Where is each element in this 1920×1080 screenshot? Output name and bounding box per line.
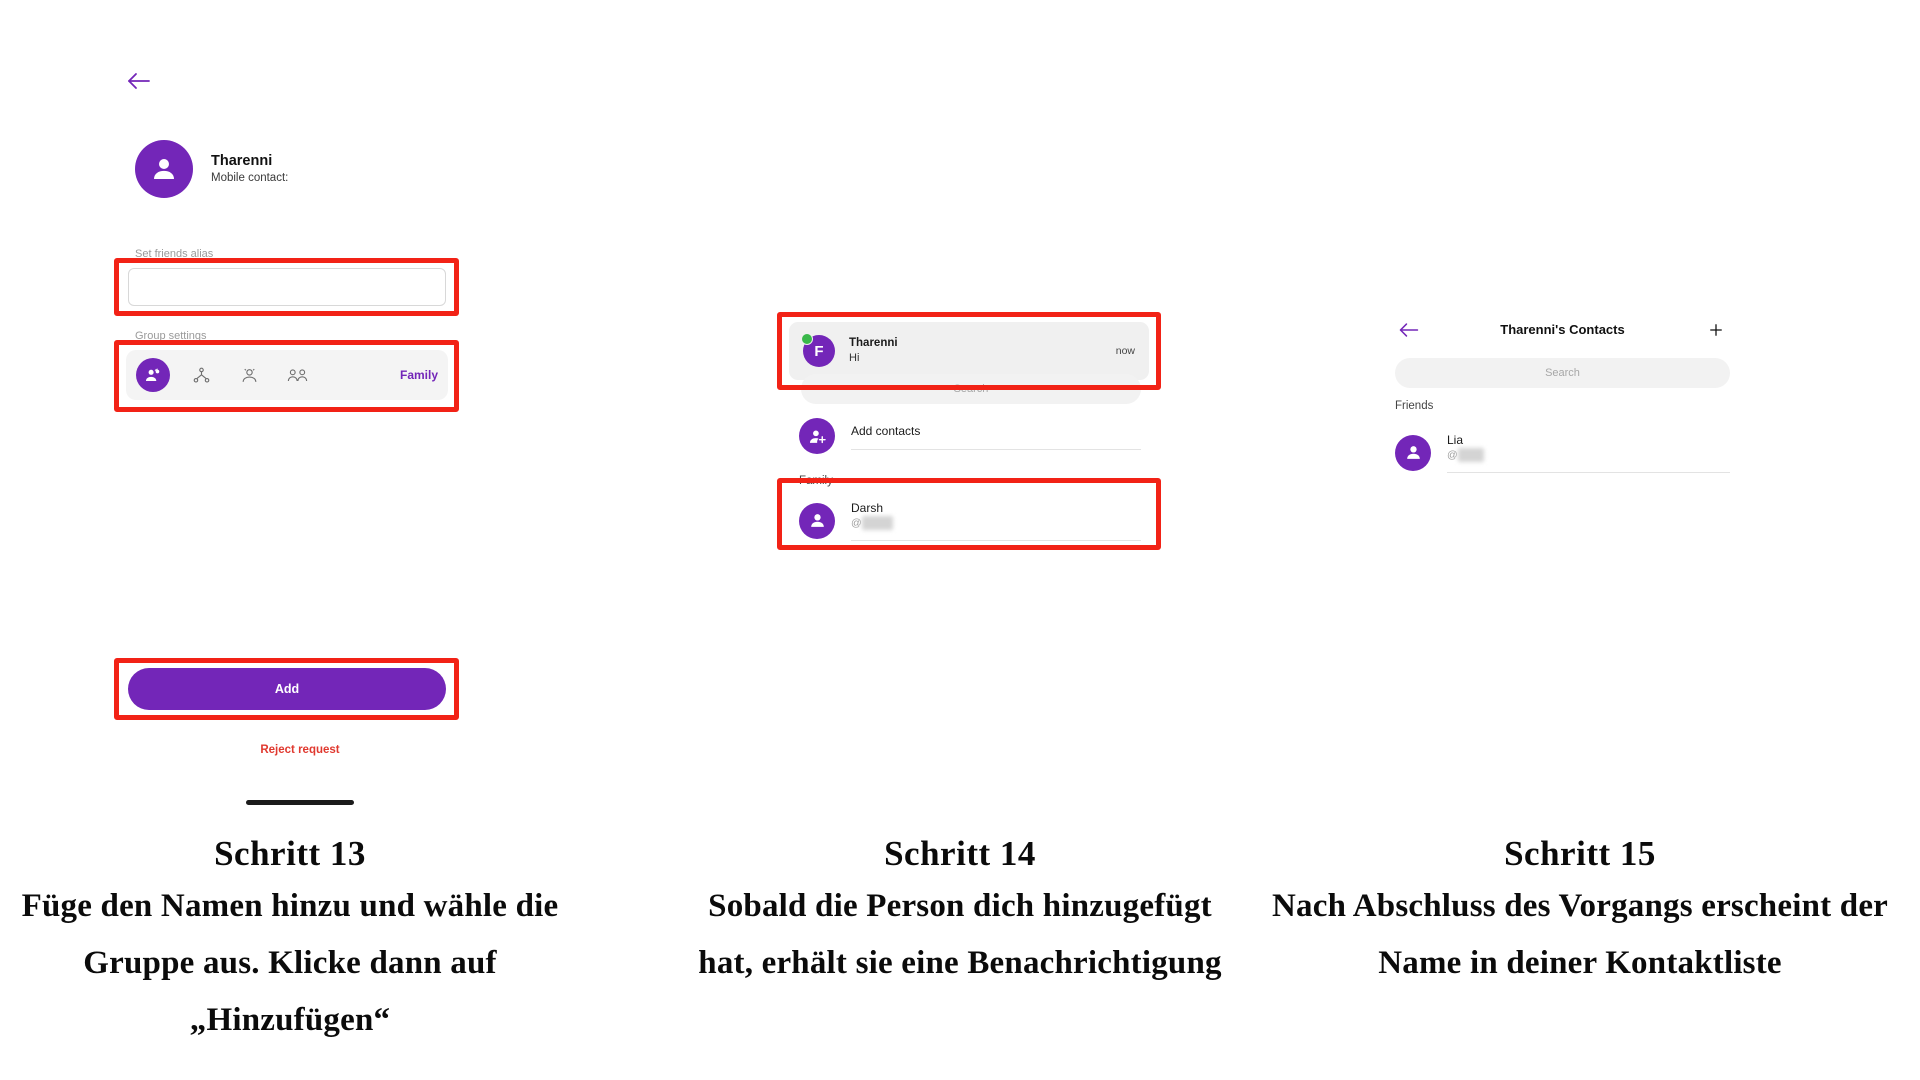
- back-arrow-icon[interactable]: [125, 70, 153, 98]
- contacts-list-screen: [1390, 310, 1735, 570]
- add-contacts-label: Add contacts: [851, 423, 921, 438]
- online-status-icon: [801, 333, 813, 345]
- notification-card[interactable]: [789, 322, 1149, 380]
- contacts-header: [1390, 318, 1735, 350]
- caption-step-label: Schritt 14: [884, 834, 1036, 873]
- selected-group-label: Family: [399, 368, 438, 382]
- home-indicator: [246, 800, 354, 805]
- star-group-icon[interactable]: [232, 358, 266, 392]
- caption-step-label: Schritt 15: [1504, 834, 1656, 873]
- contacts-notification-screen: [775, 310, 1165, 610]
- caption-step-15: [1270, 830, 1890, 992]
- section-label-family: Family: [799, 475, 833, 487]
- add-contact-screen: [110, 0, 490, 810]
- notification-message: Hi: [849, 352, 860, 364]
- search-input[interactable]: Search: [1395, 358, 1730, 388]
- add-contacts-content: [851, 423, 1141, 450]
- contact-profile: [135, 140, 288, 198]
- contact-handle: [1447, 448, 1730, 462]
- profile-subtitle: Mobile contact:: [211, 171, 289, 184]
- caption-description: Nach Abschluss des Vorgangs erscheint der Name in deiner Kontaktliste: [1271, 888, 1889, 981]
- profile-name: Tharenni: [211, 152, 273, 169]
- notification-avatar: [803, 335, 835, 367]
- panel-step-15: [1390, 0, 1735, 820]
- avatar: [799, 503, 835, 539]
- contact-handle: [851, 516, 1141, 530]
- panel-step-13: [110, 0, 490, 820]
- add-contact-icon: [799, 418, 835, 454]
- contact-handle-prefix: @: [851, 517, 862, 529]
- caption-description: Füge den Namen hinzu und wähle die Gruppe aus. Klicke dann auf „Hinzufügen“: [21, 888, 559, 1038]
- contact-handle-hidden: [862, 516, 894, 530]
- contact-row-darsh[interactable]: [799, 500, 1141, 541]
- profile-text: [211, 152, 288, 187]
- caption-description: Sobald die Person dich hinzugefügt hat, erhält sie eine Benachrichtigung: [698, 888, 1222, 981]
- avatar: [135, 140, 193, 198]
- alias-input[interactable]: [128, 268, 446, 306]
- caption-step-label: Schritt 13: [214, 834, 366, 873]
- contact-content: [1447, 432, 1730, 473]
- section-label-friends: Friends: [1395, 400, 1434, 412]
- contact-name: Darsh: [851, 501, 884, 515]
- colleagues-group-icon[interactable]: [280, 358, 314, 392]
- plus-icon[interactable]: [1703, 319, 1729, 345]
- group-settings-bar[interactable]: [126, 350, 448, 400]
- contact-row-lia[interactable]: [1395, 432, 1730, 473]
- notification-body: [849, 336, 898, 366]
- alias-label: Set friends alias: [135, 248, 214, 260]
- notification-time: now: [1115, 345, 1135, 357]
- contact-name: Lia: [1447, 433, 1464, 447]
- contact-content: [851, 500, 1141, 541]
- notification-title: Tharenni: [849, 337, 898, 349]
- reject-request-link[interactable]: Reject request: [260, 744, 340, 756]
- panel-step-14: [775, 0, 1165, 820]
- add-button[interactable]: Add: [128, 668, 446, 710]
- notification-avatar-initial: F: [814, 342, 824, 360]
- page-title: Tharenni's Contacts: [1500, 322, 1625, 337]
- contact-handle-hidden: [1458, 448, 1484, 462]
- group-settings-label: Group settings: [135, 330, 207, 342]
- caption-step-14: [680, 830, 1240, 992]
- avatar: [1395, 435, 1431, 471]
- contact-handle-prefix: @: [1447, 449, 1458, 461]
- family-group-icon[interactable]: [136, 358, 170, 392]
- add-contacts-row[interactable]: [799, 418, 1141, 454]
- search-input[interactable]: Search: [801, 374, 1141, 404]
- network-group-icon[interactable]: [184, 358, 218, 392]
- caption-step-13: [20, 830, 560, 1049]
